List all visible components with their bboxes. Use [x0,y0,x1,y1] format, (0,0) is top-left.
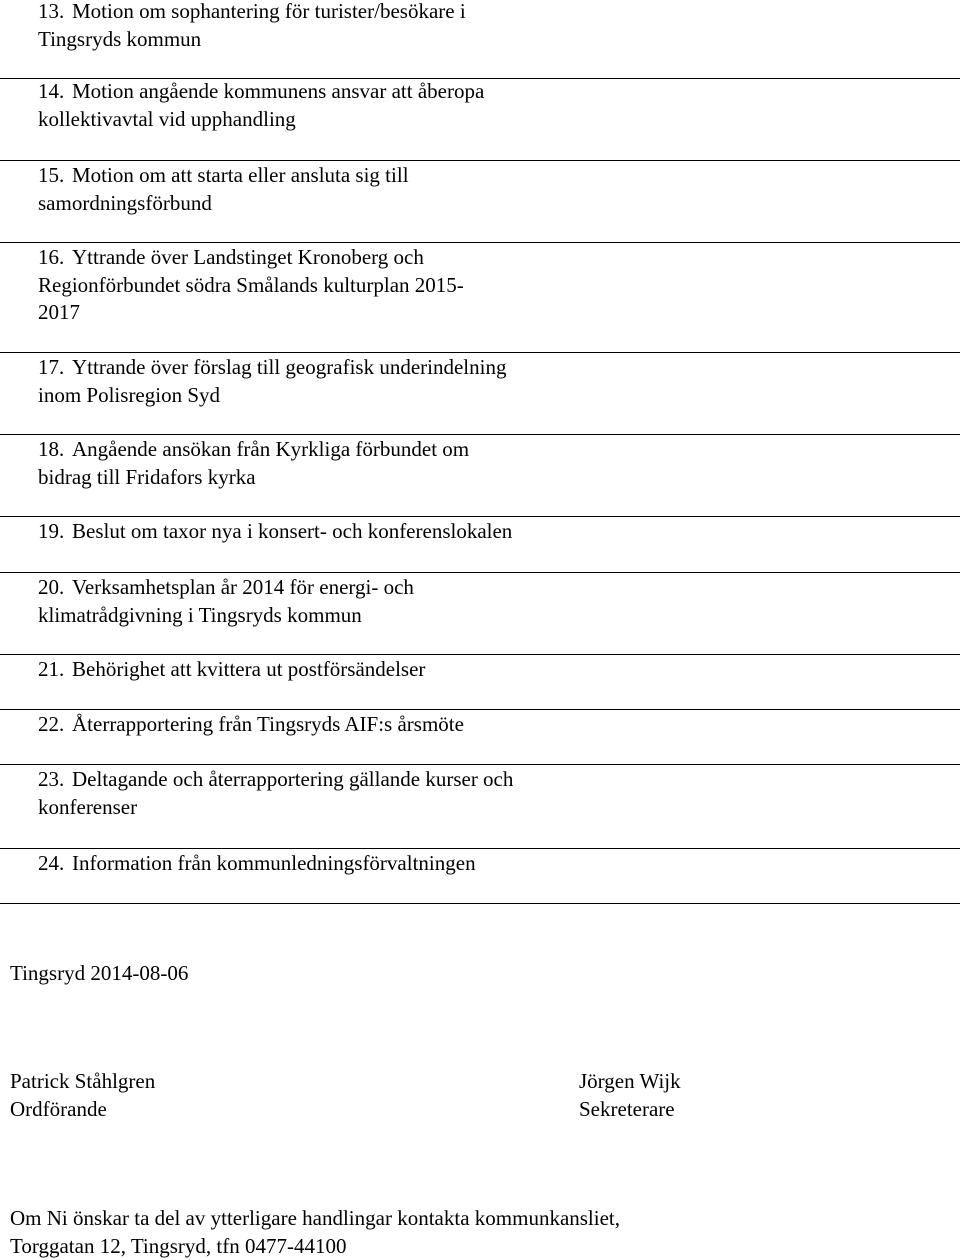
agenda-item-number: 15. [38,162,72,190]
agenda-item-line: klimatrådgivning i Tingsryds kommun [72,602,598,630]
agenda-item-line: konferenser [72,794,598,822]
agenda-item-line: Behörighet att kvittera ut postförsändelser [72,657,425,681]
agenda-item-text [38,766,598,821]
agenda-item-18 [0,435,960,517]
agenda-item-line: Regionförbundet södra Smålands kulturplan 2015- [72,272,598,300]
agenda-item-text [38,162,598,217]
agenda-item-number: 20. [38,574,72,602]
signature-chairman [10,1068,155,1123]
agenda-item-16 [0,243,960,353]
signature-secretary [579,1068,681,1123]
agenda-item-number: 17. [38,354,72,382]
agenda-item-line: Motion om att starta eller ansluta sig till [72,163,409,187]
agenda-item-line: Information från kommunledningsförvaltningen [72,851,476,875]
agenda-item-text [38,244,598,327]
agenda-item-23 [0,765,960,849]
agenda-item-line: Motion om sophantering för turister/besökare i [72,0,466,23]
agenda-item-20 [0,573,960,655]
agenda-item-number: 19. [38,518,72,546]
agenda-item-text [38,0,598,53]
agenda-item-13 [0,0,960,79]
agenda-item-line: Yttrande över förslag till geografisk underindelning [72,355,506,379]
agenda-item-15 [0,161,960,243]
agenda-item-number: 23. [38,766,72,794]
agenda-item-text [38,850,598,878]
agenda-item-line: Deltagande och återrapportering gällande kurser och [72,767,513,791]
agenda-item-number: 14. [38,78,72,106]
agenda-item-line: inom Polisregion Syd [72,382,598,410]
agenda-item-number: 24. [38,850,72,878]
agenda-item-text [38,711,598,739]
contact-info [10,1205,950,1260]
agenda-item-number: 16. [38,244,72,272]
agenda-item-number: 18. [38,436,72,464]
contact-line: Om Ni önskar ta del av ytterligare handlingar kontakta kommunkansliet, [10,1205,950,1233]
agenda-item-text [38,354,598,409]
agenda-item-line: Återrapportering från Tingsryds AIF:s årsmöte [72,712,464,736]
agenda-item-21 [0,655,960,710]
agenda-item-text [38,656,598,684]
agenda-item-line: bidrag till Fridafors kyrka [72,464,598,492]
agenda-item-line: 2017 [72,299,598,327]
place-date: Tingsryd 2014-08-06 [10,960,188,988]
agenda-item-line: Beslut om taxor nya i konsert- och konferenslokalen [72,519,512,543]
agenda-item-14 [0,79,960,161]
agenda-item-line: Angående ansökan från Kyrkliga förbundet om [72,437,469,461]
agenda-item-line: Motion angående kommunens ansvar att åberopa [72,79,484,103]
signature-title: Sekreterare [579,1096,681,1124]
signature-name: Jörgen Wijk [579,1068,681,1096]
agenda-item-line: Tingsryds kommun [72,26,598,54]
agenda-item-24 [0,849,960,904]
agenda-item-number: 21. [38,656,72,684]
agenda-item-number: 13. [38,0,72,26]
agenda-item-line: samordningsförbund [72,190,598,218]
agenda-item-17 [0,353,960,435]
signature-name: Patrick Ståhlgren [10,1068,155,1096]
signature-title: Ordförande [10,1096,155,1124]
agenda-item-text [38,78,598,133]
agenda-item-text [38,574,598,629]
agenda-item-number: 22. [38,711,72,739]
agenda-item-line: Yttrande över Landstinget Kronoberg och [72,245,424,269]
agenda-item-line: kollektivavtal vid upphandling [72,106,598,134]
agenda-item-text [38,436,598,491]
agenda-item-22 [0,710,960,765]
agenda-item-19 [0,517,960,573]
contact-line: Torggatan 12, Tingsryd, tfn 0477-44100 [10,1233,950,1260]
agenda-item-line: Verksamhetsplan år 2014 för energi- och [72,575,414,599]
agenda-item-text [38,518,598,546]
